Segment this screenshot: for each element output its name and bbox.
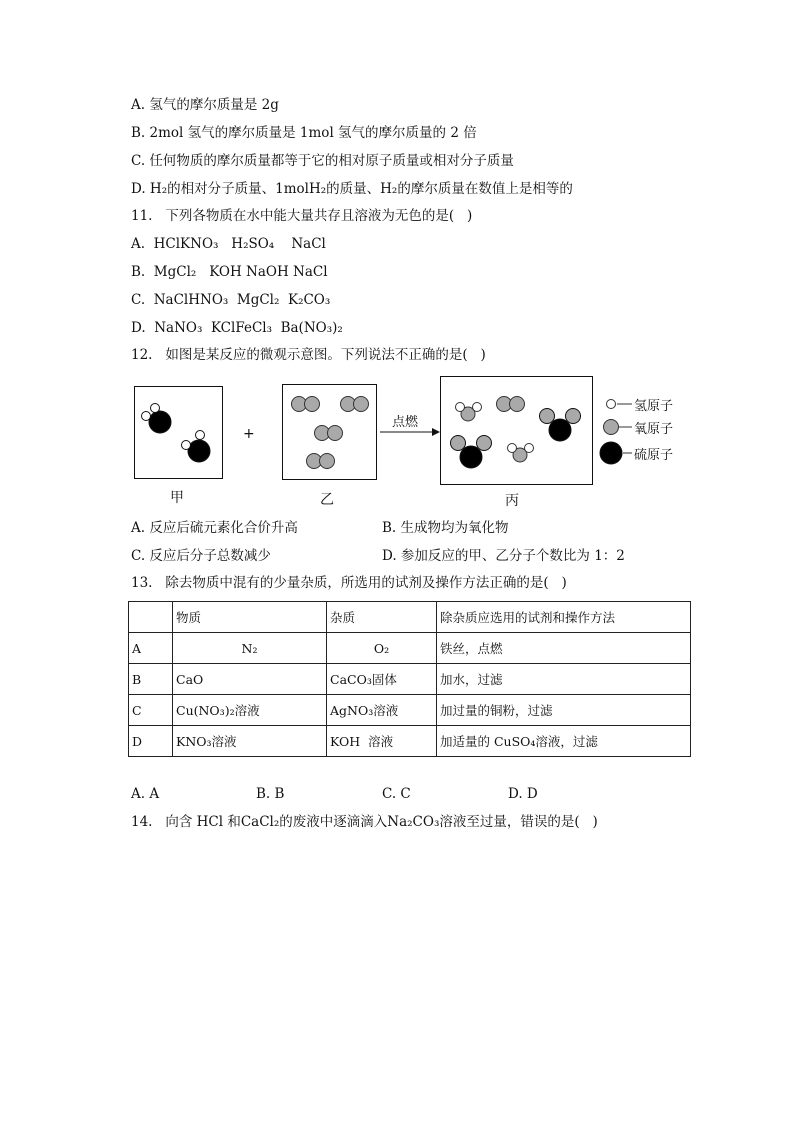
table-cell: C xyxy=(129,695,173,726)
q12-option-b: B. 生成物均为氧化物 xyxy=(382,520,509,536)
label-jia: 甲 xyxy=(170,490,184,506)
reaction-arrowhead xyxy=(432,428,440,436)
q13-choice-d: D. D xyxy=(508,786,538,802)
reaction-diagram xyxy=(130,372,700,512)
table-cell: N₂ xyxy=(173,633,327,664)
q11-option-b: B. MgCl₂ KOH NaOH NaCl xyxy=(131,264,328,280)
table-header-cell: 除杂质应选用的试剂和操作方法 xyxy=(437,602,691,633)
q13-choice-c: C. C xyxy=(382,786,411,802)
q11-option-a: A. HClKNO₃ H₂SO₄ NaCl xyxy=(131,236,326,252)
q12-option-a: A. 反应后硫元素化合价升高 xyxy=(131,520,298,536)
q10-option-c: C. 任何物质的摩尔质量都等于它的相对原子质量或相对分子质量 xyxy=(131,153,514,169)
q13-stem: 13. 除去物质中混有的少量杂质，所选用的试剂及操作方法正确的是( ) xyxy=(131,575,567,591)
label-yi: 乙 xyxy=(320,492,334,508)
q10-option-a: A. 氢气的摩尔质量是 2g xyxy=(131,97,279,113)
box-yi xyxy=(282,384,377,480)
q12-option-d: D. 参加反应的甲、乙分子个数比为 1：2 xyxy=(382,548,625,564)
legend-sulfur-label: 硫原子 xyxy=(634,448,674,463)
table-cell: 铁丝，点燃 xyxy=(437,633,691,664)
ignite-label: 点燃 xyxy=(392,415,419,430)
legend-sulfur-symbol xyxy=(600,442,622,464)
h2s-molecule xyxy=(182,431,211,463)
q13-choice-b: B. B xyxy=(256,786,285,802)
legend-hydrogen-symbol xyxy=(607,400,616,409)
table-cell: A xyxy=(129,633,173,664)
h2s-molecule xyxy=(142,404,172,434)
plus-sign: + xyxy=(243,426,255,442)
table-cell: CaCO₃固体 xyxy=(327,664,437,695)
q14-stem: 14. 向含 HCl 和CaCl₂的废液中逐滴滴入Na₂CO₃溶液至过量，错误的是( ) xyxy=(131,814,598,830)
table-header-cell: 物质 xyxy=(173,602,327,633)
table-row xyxy=(129,695,691,726)
legend-hydrogen-label: 氢原子 xyxy=(634,399,674,414)
table-cell: Cu(NO₃)₂溶液 xyxy=(173,695,327,726)
table-cell: KNO₃溶液 xyxy=(173,726,327,757)
table-row xyxy=(129,664,691,695)
table-cell: KOH 溶液 xyxy=(327,726,437,757)
q12-option-c: C. 反应后分子总数减少 xyxy=(131,548,271,564)
table-cell: 加适量的 CuSO₄溶液，过滤 xyxy=(437,726,691,757)
table-cell: O₂ xyxy=(327,633,437,664)
q11-option-c: C. NaClHNO₃ MgCl₂ K₂CO₃ xyxy=(131,292,331,308)
table-cell: AgNO₃溶液 xyxy=(327,695,437,726)
label-bing: 丙 xyxy=(505,493,519,509)
box-bing xyxy=(440,376,593,485)
table-cell: 加水，过滤 xyxy=(437,664,691,695)
table-row xyxy=(129,633,691,664)
table-header-cell: 杂质 xyxy=(327,602,437,633)
legend-oxygen-symbol xyxy=(604,420,619,435)
table-header-cell xyxy=(129,602,173,633)
impurity-table xyxy=(128,601,691,757)
jia-molecules xyxy=(130,372,700,512)
q10-option-b: B. 2mol 氢气的摩尔质量是 1mol 氢气的摩尔质量的 2 倍 xyxy=(131,125,477,141)
table-cell: CaO xyxy=(173,664,327,695)
table-header-row xyxy=(129,602,691,633)
table-cell: D xyxy=(129,726,173,757)
q11-option-d: D. NaNO₃ KClFeCl₃ Ba(NO₃)₂ xyxy=(131,320,343,336)
table-row xyxy=(129,726,691,757)
table-cell: B xyxy=(129,664,173,695)
legend-oxygen-label: 氧原子 xyxy=(634,422,674,437)
q10-option-d: D. H₂的相对分子质量、1molH₂的质量、H₂的摩尔质量在数值上是相等的 xyxy=(131,181,573,197)
table-cell: 加过量的铜粉，过滤 xyxy=(437,695,691,726)
q12-stem: 12. 如图是某反应的微观示意图。下列说法不正确的是( ) xyxy=(131,347,486,363)
q13-choice-a: A. A xyxy=(131,786,160,802)
q11-stem: 11. 下列各物质在水中能大量共存且溶液为无色的是( ) xyxy=(131,208,473,224)
